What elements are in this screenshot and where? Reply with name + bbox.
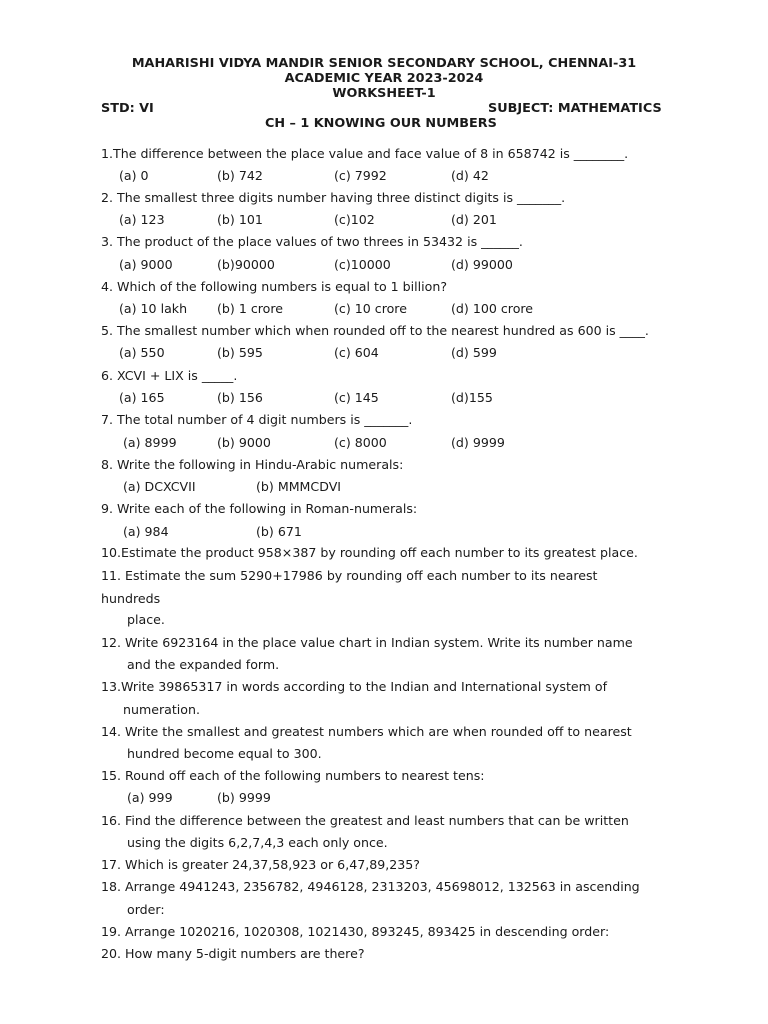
question-6: 6. XCVI + LIX is _____.: [101, 368, 238, 383]
question-11: 11. Estimate the sum 5290+17986 by rounding off each number to its nearest: [101, 568, 598, 583]
question-16: 16. Find the difference between the greatest and least numbers that can be written: [101, 813, 629, 828]
question-18: 18. Arrange 4941243, 2356782, 4946128, 2313203, 45698012, 132563 in ascending: [101, 879, 640, 894]
q8-option-a: (a) DCXCVII: [123, 479, 196, 494]
question-20: 20. How many 5-digit numbers are there?: [101, 946, 365, 961]
question-3: 3. The product of the place values of two threes in 53432 is ______.: [101, 234, 523, 249]
q6-option-b: (b) 156: [217, 390, 263, 405]
q7-option-c: (c) 8000: [334, 435, 387, 450]
q7-option-d: (d) 9999: [451, 435, 505, 450]
question-15: 15. Round off each of the following numbers to nearest tens:: [101, 768, 485, 783]
q6-option-c: (c) 145: [334, 390, 379, 405]
q15-option-b: (b) 9999: [217, 790, 271, 805]
question-18-cont: order:: [127, 902, 165, 917]
q7-option-a: (a) 8999: [123, 435, 177, 450]
std-label: STD: VI: [101, 101, 154, 116]
chapter-title: CH – 1 KNOWING OUR NUMBERS: [265, 116, 497, 131]
question-13-cont: numeration.: [123, 702, 201, 717]
question-2: 2. The smallest three digits number having three distinct digits is _______.: [101, 190, 566, 205]
q7-option-b: (b) 9000: [217, 435, 271, 450]
question-12: 12. Write 6923164 in the place value chart in Indian system. Write its number name: [101, 635, 633, 650]
worksheet-title: WORKSHEET-1: [332, 86, 436, 101]
question-19: 19. Arrange 1020216, 1020308, 1021430, 893245, 893425 in descending order:: [101, 924, 610, 939]
q2-option-a: (a) 123: [119, 212, 165, 227]
subject-label: SUBJECT: MATHEMATICS: [488, 101, 662, 116]
school-name: MAHARISHI VIDYA MANDIR SENIOR SECONDARY SCHOOL, CHENNAI-31: [131, 56, 637, 71]
q3-option-d: (d) 99000: [451, 257, 513, 272]
q1-option-a: (a) 0: [119, 168, 149, 183]
q5-option-d: (d) 599: [451, 345, 497, 360]
question-17: 17. Which is greater 24,37,58,923 or 6,47,89,235?: [101, 857, 420, 872]
question-7: 7. The total number of 4 digit numbers is _______.: [101, 412, 413, 427]
question-11-cont-1: hundreds: [101, 591, 161, 606]
question-13: 13.Write 39865317 in words according to the Indian and International system of: [101, 679, 608, 694]
q5-option-c: (c) 604: [334, 345, 379, 360]
q4-option-c: (c) 10 crore: [334, 301, 407, 316]
question-16-cont: using the digits 6,2,7,4,3 each only once.: [127, 835, 388, 850]
question-11-cont-2: place.: [127, 612, 165, 627]
question-12-cont: and the expanded form.: [127, 657, 280, 672]
q6-option-a: (a) 165: [119, 390, 165, 405]
q1-option-d: (d) 42: [451, 168, 489, 183]
question-14: 14. Write the smallest and greatest numbers which are when rounded off to nearest: [101, 724, 632, 739]
q5-option-a: (a) 550: [119, 345, 165, 360]
question-1: 1.The difference between the place value and face value of 8 in 658742 is ________.: [101, 146, 629, 161]
q4-option-a: (a) 10 lakh: [119, 301, 188, 316]
question-8: 8. Write the following in Hindu-Arabic numerals:: [101, 457, 404, 472]
q5-option-b: (b) 595: [217, 345, 263, 360]
question-4: 4. Which of the following numbers is equal to 1 billion?: [101, 279, 448, 294]
q6-option-d: (d)155: [451, 390, 493, 405]
q15-option-a: (a) 999: [127, 790, 173, 805]
q2-option-d: (d) 201: [451, 212, 497, 227]
q2-option-b: (b) 101: [217, 212, 263, 227]
q1-option-c: (c) 7992: [334, 168, 387, 183]
q3-option-a: (a) 9000: [119, 257, 173, 272]
question-9: 9. Write each of the following in Roman-numerals:: [101, 501, 418, 516]
question-14-cont: hundred become equal to 300.: [127, 746, 322, 761]
question-10: 10.Estimate the product 958×387 by rounding off each number to its greatest place.: [101, 545, 638, 560]
q4-option-b: (b) 1 crore: [217, 301, 284, 316]
q4-option-d: (d) 100 crore: [451, 301, 534, 316]
q3-option-c: (c)10000: [334, 257, 391, 272]
question-5: 5. The smallest number which when rounded off to the nearest hundred as 600 is ____.: [101, 323, 649, 338]
academic-year: ACADEMIC YEAR 2023-2024: [284, 71, 484, 86]
q8-option-b: (b) MMMCDVI: [256, 479, 342, 494]
q9-option-b: (b) 671: [256, 524, 302, 539]
q2-option-c: (c)102: [334, 212, 375, 227]
q3-option-b: (b)90000: [217, 257, 275, 272]
q9-option-a: (a) 984: [123, 524, 169, 539]
q1-option-b: (b) 742: [217, 168, 263, 183]
